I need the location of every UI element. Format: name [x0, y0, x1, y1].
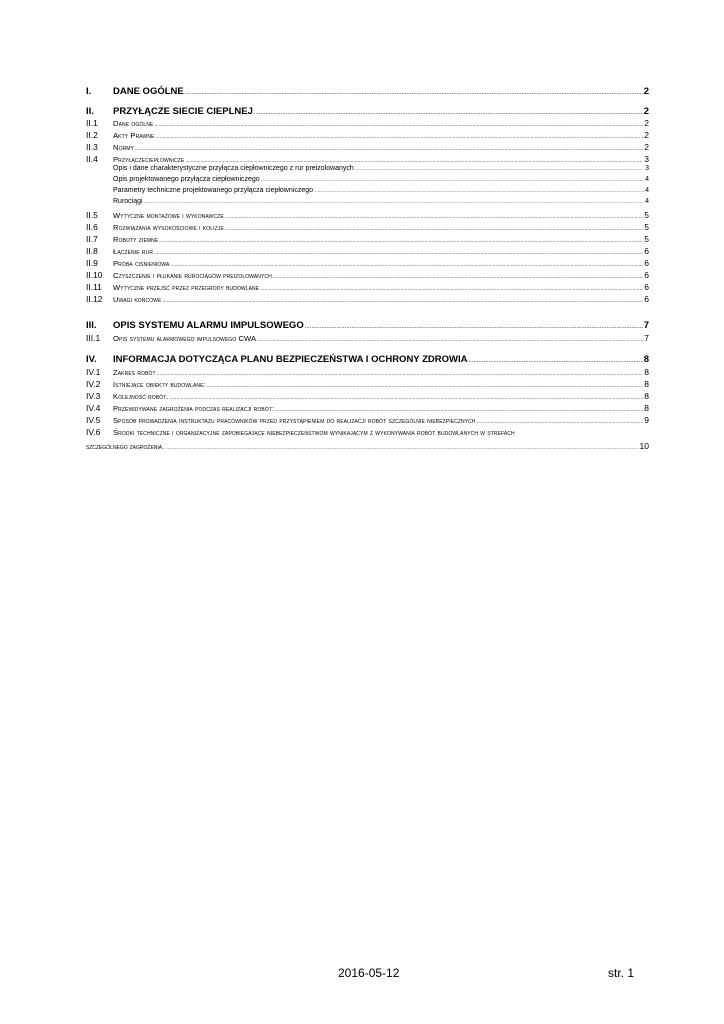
toc-page: 7: [644, 333, 649, 343]
toc-page: 4: [645, 187, 649, 194]
toc-title: Kolejność robót.: [113, 392, 169, 401]
toc-entry-II-7[interactable]: [86, 234, 649, 244]
toc-number: II.11: [86, 282, 102, 292]
leader-dots: [144, 199, 645, 204]
toc-page: 2: [644, 130, 649, 140]
leader-dots: [156, 134, 644, 140]
toc-page: 6: [644, 246, 649, 256]
toc-entry-III[interactable]: [86, 320, 649, 331]
toc-entry-II-4-a[interactable]: [86, 165, 649, 172]
toc-page: 8: [644, 403, 649, 413]
toc-page: 6: [644, 282, 649, 292]
leader-dots: [355, 166, 644, 171]
toc-title: Opis projektowanego przyłącza ciepłowniczego: [113, 176, 260, 183]
toc-page: 2: [644, 118, 649, 128]
leader-dots: [185, 158, 643, 164]
toc-title: Akty Prawne: [113, 131, 155, 140]
toc-title: Rozwiązania wysokościowe i kolizje: [113, 223, 224, 232]
toc-title: Opis systemu alarmowego impulsowego CWA: [113, 334, 257, 343]
toc-page: 6: [644, 294, 649, 304]
toc-title: Parametry techniczne projektowanego przyłącza ciepłowniczego: [113, 187, 313, 194]
toc-entry-II-9[interactable]: [86, 258, 649, 268]
leader-dots: [207, 383, 644, 389]
toc-entry-II-10[interactable]: [86, 270, 649, 280]
toc-page: 6: [644, 258, 649, 268]
toc-page: 2: [644, 142, 649, 152]
toc-title: Przyłączeciepłownicze: [113, 155, 185, 164]
toc-number: I.: [86, 86, 92, 97]
toc-entry-II-4-d[interactable]: [86, 198, 649, 205]
toc-number: II.4: [86, 154, 98, 164]
toc-number: II.: [86, 106, 94, 117]
toc-entry-IV-6[interactable]: [86, 427, 649, 437]
toc-number: IV.3: [86, 391, 101, 401]
toc-page: 6: [644, 270, 649, 280]
toc-page: 7: [643, 320, 649, 331]
toc-number: II.10: [86, 270, 103, 280]
toc-title: Łączenie rur: [113, 247, 154, 256]
toc-page: 3: [644, 154, 649, 164]
toc-page: 9: [644, 415, 649, 425]
leader-dots: [165, 445, 638, 450]
toc-entry-IV-1[interactable]: [86, 367, 649, 377]
toc-title: Opis i dane charakterystyczne przyłącza ciepłowniczego z rur preizolowanych: [113, 165, 354, 172]
toc-entry-II-11[interactable]: [86, 282, 649, 292]
toc-title: INFORMACJA DOTYCZĄCA PLANU BEZPIECZEŃSTWA I OCHRONY ZDROWIA: [113, 354, 468, 365]
leader-dots: [477, 419, 644, 425]
leader-dots: [257, 337, 643, 343]
leader-dots: [170, 262, 643, 268]
toc-page: 4: [645, 198, 649, 205]
leader-dots: [159, 238, 643, 244]
toc-title: Próba ciśnieniowa: [113, 259, 170, 268]
toc-number: II.12: [86, 294, 103, 304]
toc-title: PRZYŁĄCZE SIECIE CIEPLNEJ: [113, 106, 253, 117]
toc-number: III.1: [86, 333, 101, 343]
toc-entry-IV-3[interactable]: [86, 391, 649, 401]
toc-page: 4: [645, 176, 649, 183]
leader-dots: [135, 146, 643, 152]
leader-dots: [154, 250, 643, 256]
toc-number: II.5: [86, 210, 98, 220]
toc-page: 5: [644, 234, 649, 244]
toc-page: 10: [639, 441, 649, 451]
leader-dots: [275, 407, 643, 413]
leader-dots: [273, 274, 643, 280]
leader-dots: [157, 371, 644, 377]
toc-title: Zakres robót: [113, 368, 156, 377]
toc-entry-II-4-c[interactable]: [86, 187, 649, 194]
toc-title: Rurociągi: [113, 198, 143, 205]
toc-title: Normy: [113, 143, 134, 152]
toc-number: II.8: [86, 246, 98, 256]
toc-title: Dane ogólne: [113, 119, 154, 128]
footer-date: 2016-05-12: [338, 966, 400, 980]
toc-entry-II-12[interactable]: [86, 294, 649, 304]
toc-number: IV.1: [86, 367, 101, 377]
toc-number: IV.4: [86, 403, 101, 413]
toc-page: 3: [645, 165, 649, 172]
toc-entry-II-6[interactable]: [86, 222, 649, 232]
toc-title: OPIS SYSTEMU ALARMU IMPULSOWEGO: [113, 320, 304, 331]
toc-title: Czyszczenie i płukanie rurociągów preizolowanych: [113, 271, 272, 280]
toc-number: II.9: [86, 258, 98, 268]
leader-dots: [185, 90, 643, 96]
leader-dots: [260, 286, 643, 292]
toc-page: 2: [643, 86, 649, 97]
toc-number: III.: [86, 320, 97, 331]
toc-number: II.7: [86, 234, 98, 244]
toc-page: 8: [644, 391, 649, 401]
leader-dots: [469, 358, 643, 364]
toc-entry-II-4[interactable]: [86, 154, 649, 164]
toc-title: Wytyczne montażowe i wykonawcze: [113, 211, 224, 220]
toc-page: 2: [643, 106, 649, 117]
toc-entry-II-2[interactable]: [86, 130, 649, 140]
toc-page: 8: [643, 354, 649, 365]
toc-number: IV.6: [86, 427, 101, 437]
toc-title: Przewidywane zagrożenia podczas realizacji robót:: [113, 404, 275, 413]
toc-number: II.1: [86, 118, 98, 128]
toc-number: IV.: [86, 354, 97, 365]
toc-entry-II-5[interactable]: [86, 210, 649, 220]
footer-page-number: str. 1: [608, 966, 635, 980]
leader-dots: [162, 298, 643, 304]
leader-dots: [225, 214, 644, 220]
toc-title-continuation: szczególnego zagrożenia.: [86, 444, 165, 451]
toc-title: Sposób prowadzenia instruktażu pracowników przed przystąpieniem do realizacji robót szczególnie niebezpiecznych: [113, 416, 476, 425]
toc-entry-I[interactable]: [86, 86, 649, 97]
leader-dots: [254, 110, 643, 116]
toc-title: Wytyczne przejść przez przegrody budowlane: [113, 283, 260, 292]
leader-dots: [261, 177, 644, 182]
toc-number: IV.2: [86, 379, 101, 389]
toc-number: II.3: [86, 142, 98, 152]
toc-page: 5: [644, 222, 649, 232]
toc-entry-II-3[interactable]: [86, 142, 649, 152]
toc-entry-IV-6-continuation[interactable]: [86, 441, 649, 451]
toc-page: 8: [644, 379, 649, 389]
toc-entry-IV-2[interactable]: [86, 379, 649, 389]
toc-number: II.6: [86, 222, 98, 232]
leader-dots: [170, 395, 644, 401]
toc-title: Istniejące obiekty budowlane:: [113, 380, 206, 389]
leader-dots: [305, 324, 643, 330]
toc-entry-II-1[interactable]: [86, 118, 649, 128]
toc-title: DANE OGÓLNE: [113, 86, 184, 97]
toc-page: 5: [644, 210, 649, 220]
toc-number: II.2: [86, 130, 98, 140]
toc-entry-IV-5[interactable]: [86, 415, 649, 425]
toc-title: Uwagi końcowe: [113, 295, 162, 304]
toc-entry-II-4-b[interactable]: [86, 176, 649, 183]
toc-entry-IV-4[interactable]: [86, 403, 649, 413]
leader-dots: [314, 188, 644, 193]
toc-entry-III-1[interactable]: [86, 333, 649, 343]
toc-page: 8: [644, 367, 649, 377]
leader-dots: [225, 226, 643, 232]
toc-title: Środki techniczne i organizacyjne zapobiegające niebezpieczeństwom wynikającym z wykonywania robót budowlanych w strefach: [113, 428, 515, 437]
leader-dots: [154, 122, 643, 128]
toc-entry-II-8[interactable]: [86, 246, 649, 256]
toc-number: IV.5: [86, 415, 101, 425]
toc-entry-IV[interactable]: [86, 354, 649, 365]
toc-title: Roboty ziemne: [113, 235, 159, 244]
toc-entry-II[interactable]: [86, 106, 649, 117]
